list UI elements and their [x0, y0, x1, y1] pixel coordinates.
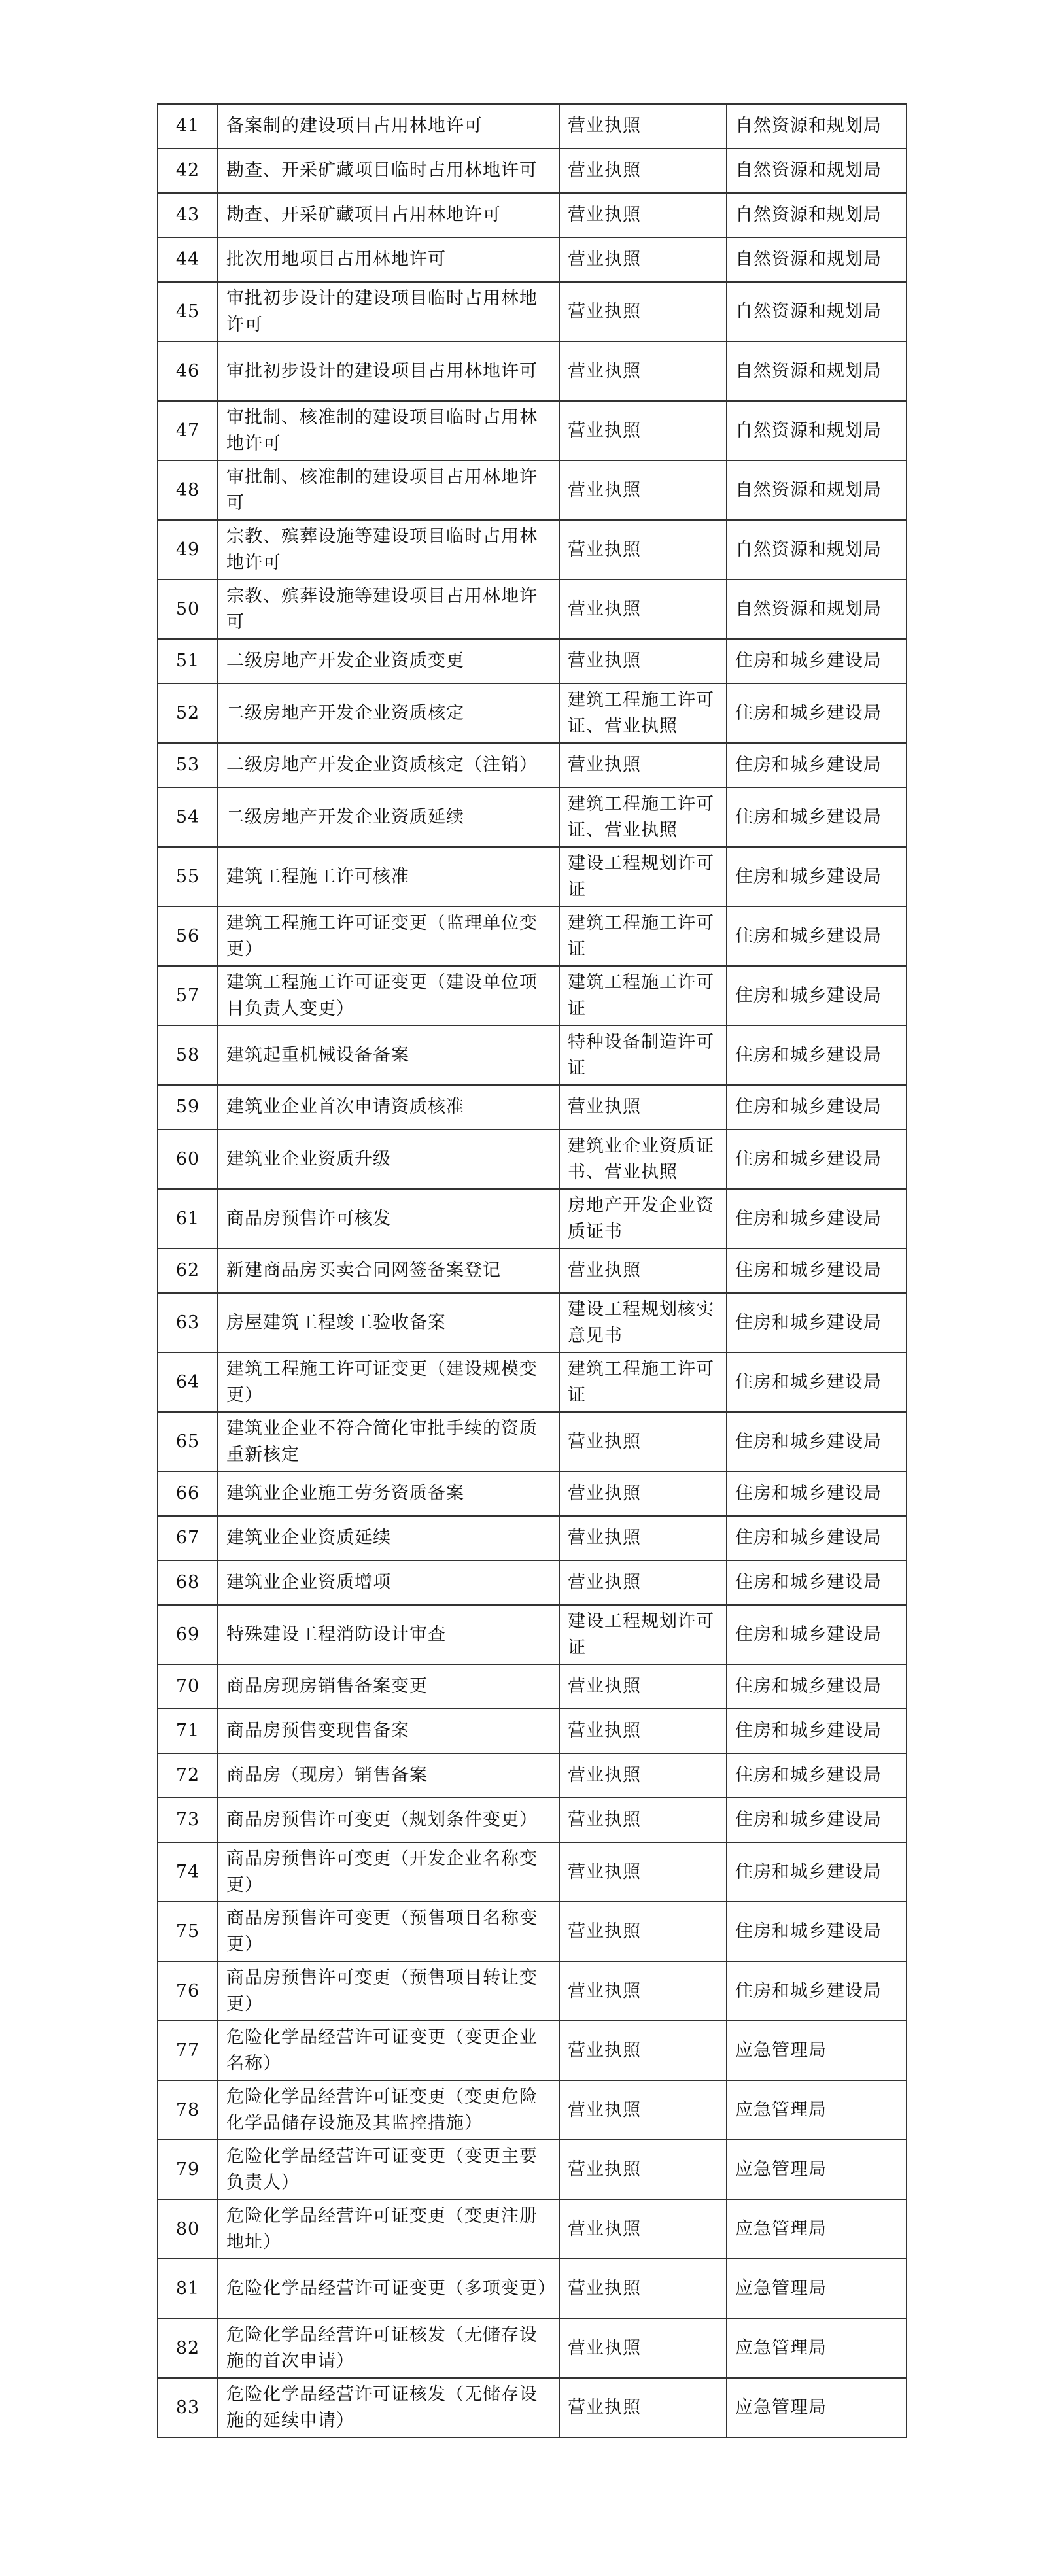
item-name-cell: 审批制、核准制的建设项目占用林地许可	[218, 460, 559, 520]
department-cell: 住房和城乡建设局	[727, 1293, 907, 1352]
row-number-cell: 82	[158, 2318, 218, 2378]
required-license-cell: 建筑工程施工许可证、营业执照	[559, 683, 727, 743]
department-cell: 自然资源和规划局	[727, 460, 907, 520]
department-cell: 住房和城乡建设局	[727, 1902, 907, 1961]
required-license-cell: 营业执照	[559, 282, 727, 341]
required-license-cell: 营业执照	[559, 341, 727, 401]
department-cell: 住房和城乡建设局	[727, 1516, 907, 1560]
row-number-cell: 47	[158, 401, 218, 460]
required-license-cell: 营业执照	[559, 1902, 727, 1961]
item-name-cell: 建筑起重机械设备备案	[218, 1025, 559, 1085]
item-name-cell: 勘查、开采矿藏项目临时占用林地许可	[218, 148, 559, 193]
department-cell: 应急管理局	[727, 2140, 907, 2199]
required-license-cell: 营业执照	[559, 148, 727, 193]
required-license-cell: 营业执照	[559, 193, 727, 237]
item-name-cell: 危险化学品经营许可证变更（变更主要负责人）	[218, 2140, 559, 2199]
department-cell: 住房和城乡建设局	[727, 1412, 907, 1471]
department-cell: 住房和城乡建设局	[727, 1085, 907, 1129]
item-name-cell: 建筑业企业施工劳务资质备案	[218, 1471, 559, 1516]
department-cell: 住房和城乡建设局	[727, 1471, 907, 1516]
department-cell: 住房和城乡建设局	[727, 1753, 907, 1798]
row-number-cell: 55	[158, 847, 218, 906]
table-row	[158, 1842, 907, 1902]
table-row	[158, 2378, 907, 2437]
table-row	[158, 2021, 907, 2080]
item-name-cell: 危险化学品经营许可证核发（无储存设施的延续申请）	[218, 2378, 559, 2437]
department-cell: 住房和城乡建设局	[727, 847, 907, 906]
table-row	[158, 1352, 907, 1412]
required-license-cell: 营业执照	[559, 104, 727, 148]
row-number-cell: 43	[158, 193, 218, 237]
row-number-cell: 58	[158, 1025, 218, 1085]
item-name-cell: 危险化学品经营许可证变更（变更企业名称）	[218, 2021, 559, 2080]
item-name-cell: 建筑工程施工许可证变更（建设规模变更）	[218, 1352, 559, 1412]
required-license-cell: 营业执照	[559, 1085, 727, 1129]
required-license-cell: 营业执照	[559, 2378, 727, 2437]
item-name-cell: 房屋建筑工程竣工验收备案	[218, 1293, 559, 1352]
row-number-cell: 54	[158, 787, 218, 847]
item-name-cell: 二级房地产开发企业资质变更	[218, 639, 559, 683]
table-row	[158, 906, 907, 966]
table-row	[158, 1753, 907, 1798]
department-cell: 住房和城乡建设局	[727, 966, 907, 1025]
department-cell: 应急管理局	[727, 2080, 907, 2140]
required-license-cell: 营业执照	[559, 1798, 727, 1842]
required-license-cell: 房地产开发企业资质证书	[559, 1189, 727, 1248]
table-row	[158, 2140, 907, 2199]
required-license-cell: 营业执照	[559, 2318, 727, 2378]
table-row	[158, 1605, 907, 1664]
table-row	[158, 282, 907, 341]
row-number-cell: 78	[158, 2080, 218, 2140]
table-row	[158, 1085, 907, 1129]
row-number-cell: 74	[158, 1842, 218, 1902]
row-number-cell: 63	[158, 1293, 218, 1352]
required-license-cell: 建筑工程施工许可证、营业执照	[559, 787, 727, 847]
department-cell: 住房和城乡建设局	[727, 639, 907, 683]
department-cell: 住房和城乡建设局	[727, 1961, 907, 2021]
row-number-cell: 83	[158, 2378, 218, 2437]
table-row	[158, 237, 907, 282]
table-row	[158, 2199, 907, 2259]
department-cell: 住房和城乡建设局	[727, 1189, 907, 1248]
table-row	[158, 1709, 907, 1753]
required-license-cell: 建筑工程施工许可证	[559, 906, 727, 966]
required-license-cell: 营业执照	[559, 2199, 727, 2259]
row-number-cell: 53	[158, 743, 218, 787]
department-cell: 自然资源和规划局	[727, 579, 907, 639]
item-name-cell: 建筑业企业资质升级	[218, 1129, 559, 1189]
department-cell: 自然资源和规划局	[727, 104, 907, 148]
row-number-cell: 76	[158, 1961, 218, 2021]
table-body	[158, 104, 907, 2437]
table-row	[158, 401, 907, 460]
table-row	[158, 1293, 907, 1352]
required-license-cell: 建设工程规划许可证	[559, 1605, 727, 1664]
item-name-cell: 危险化学品经营许可证变更（变更危险化学品储存设施及其监控措施）	[218, 2080, 559, 2140]
table-row	[158, 193, 907, 237]
row-number-cell: 67	[158, 1516, 218, 1560]
table-row	[158, 1516, 907, 1560]
row-number-cell: 45	[158, 282, 218, 341]
row-number-cell: 50	[158, 579, 218, 639]
required-license-cell: 建筑工程施工许可证	[559, 966, 727, 1025]
department-cell: 住房和城乡建设局	[727, 743, 907, 787]
required-license-cell: 营业执照	[559, 520, 727, 579]
table-row	[158, 2318, 907, 2378]
item-name-cell: 建筑业企业资质延续	[218, 1516, 559, 1560]
item-name-cell: 二级房地产开发企业资质核定	[218, 683, 559, 743]
department-cell: 住房和城乡建设局	[727, 1560, 907, 1605]
item-name-cell: 宗教、殡葬设施等建设项目临时占用林地许可	[218, 520, 559, 579]
required-license-cell: 营业执照	[559, 1709, 727, 1753]
required-license-cell: 营业执照	[559, 1248, 727, 1293]
department-cell: 自然资源和规划局	[727, 520, 907, 579]
department-cell: 住房和城乡建设局	[727, 683, 907, 743]
row-number-cell: 59	[158, 1085, 218, 1129]
row-number-cell: 79	[158, 2140, 218, 2199]
row-number-cell: 48	[158, 460, 218, 520]
required-license-cell: 营业执照	[559, 743, 727, 787]
required-license-cell: 营业执照	[559, 401, 727, 460]
required-license-cell: 特种设备制造许可证	[559, 1025, 727, 1085]
department-cell: 住房和城乡建设局	[727, 1842, 907, 1902]
item-name-cell: 建筑业企业资质增项	[218, 1560, 559, 1605]
department-cell: 住房和城乡建设局	[727, 787, 907, 847]
row-number-cell: 46	[158, 341, 218, 401]
item-name-cell: 商品房预售变现售备案	[218, 1709, 559, 1753]
department-cell: 应急管理局	[727, 2318, 907, 2378]
required-license-cell: 营业执照	[559, 639, 727, 683]
department-cell: 住房和城乡建设局	[727, 906, 907, 966]
required-license-cell: 营业执照	[559, 1961, 727, 2021]
item-name-cell: 商品房现房销售备案变更	[218, 1664, 559, 1709]
row-number-cell: 73	[158, 1798, 218, 1842]
required-license-cell: 营业执照	[559, 460, 727, 520]
table-row	[158, 1902, 907, 1961]
table-row	[158, 683, 907, 743]
required-license-cell: 营业执照	[559, 1842, 727, 1902]
row-number-cell: 60	[158, 1129, 218, 1189]
required-license-cell: 营业执照	[559, 1516, 727, 1560]
table-row	[158, 579, 907, 639]
row-number-cell: 42	[158, 148, 218, 193]
table-row	[158, 1471, 907, 1516]
required-license-cell: 营业执照	[559, 2259, 727, 2318]
row-number-cell: 69	[158, 1605, 218, 1664]
department-cell: 自然资源和规划局	[727, 401, 907, 460]
required-license-cell: 营业执照	[559, 1412, 727, 1471]
required-license-cell: 营业执照	[559, 2140, 727, 2199]
license-list-table	[157, 103, 907, 2438]
table-row	[158, 1560, 907, 1605]
row-number-cell: 80	[158, 2199, 218, 2259]
item-name-cell: 特殊建设工程消防设计审查	[218, 1605, 559, 1664]
row-number-cell: 77	[158, 2021, 218, 2080]
item-name-cell: 备案制的建设项目占用林地许可	[218, 104, 559, 148]
row-number-cell: 61	[158, 1189, 218, 1248]
row-number-cell: 57	[158, 966, 218, 1025]
department-cell: 自然资源和规划局	[727, 237, 907, 282]
row-number-cell: 66	[158, 1471, 218, 1516]
row-number-cell: 65	[158, 1412, 218, 1471]
required-license-cell: 营业执照	[559, 1560, 727, 1605]
table-row	[158, 341, 907, 401]
table-row	[158, 1189, 907, 1248]
table-row	[158, 2259, 907, 2318]
department-cell: 住房和城乡建设局	[727, 1664, 907, 1709]
required-license-cell: 营业执照	[559, 2021, 727, 2080]
required-license-cell: 建筑工程施工许可证	[559, 1352, 727, 1412]
department-cell: 住房和城乡建设局	[727, 1248, 907, 1293]
department-cell: 应急管理局	[727, 2378, 907, 2437]
table-row	[158, 2080, 907, 2140]
table-row	[158, 1025, 907, 1085]
row-number-cell: 81	[158, 2259, 218, 2318]
item-name-cell: 商品房预售许可变更（预售项目名称变更）	[218, 1902, 559, 1961]
required-license-cell: 营业执照	[559, 1753, 727, 1798]
required-license-cell: 建设工程规划核实意见书	[559, 1293, 727, 1352]
required-license-cell: 营业执照	[559, 237, 727, 282]
table-row	[158, 743, 907, 787]
department-cell: 自然资源和规划局	[727, 193, 907, 237]
item-name-cell: 批次用地项目占用林地许可	[218, 237, 559, 282]
item-name-cell: 商品房（现房）销售备案	[218, 1753, 559, 1798]
department-cell: 自然资源和规划局	[727, 148, 907, 193]
department-cell: 应急管理局	[727, 2021, 907, 2080]
required-license-cell: 营业执照	[559, 1664, 727, 1709]
item-name-cell: 审批初步设计的建设项目占用林地许可	[218, 341, 559, 401]
row-number-cell: 68	[158, 1560, 218, 1605]
row-number-cell: 44	[158, 237, 218, 282]
table-row	[158, 460, 907, 520]
table-row	[158, 148, 907, 193]
table-row	[158, 639, 907, 683]
item-name-cell: 建筑业企业不符合简化审批手续的资质重新核定	[218, 1412, 559, 1471]
row-number-cell: 51	[158, 639, 218, 683]
required-license-cell: 营业执照	[559, 1471, 727, 1516]
required-license-cell: 营业执照	[559, 2080, 727, 2140]
table-row	[158, 104, 907, 148]
table-row	[158, 1129, 907, 1189]
table-row	[158, 520, 907, 579]
item-name-cell: 二级房地产开发企业资质延续	[218, 787, 559, 847]
table-row	[158, 1961, 907, 2021]
row-number-cell: 52	[158, 683, 218, 743]
table-row	[158, 966, 907, 1025]
row-number-cell: 62	[158, 1248, 218, 1293]
required-license-cell: 营业执照	[559, 579, 727, 639]
item-name-cell: 二级房地产开发企业资质核定（注销）	[218, 743, 559, 787]
table-row	[158, 787, 907, 847]
department-cell: 自然资源和规划局	[727, 341, 907, 401]
department-cell: 住房和城乡建设局	[727, 1709, 907, 1753]
item-name-cell: 建筑业企业首次申请资质核准	[218, 1085, 559, 1129]
item-name-cell: 宗教、殡葬设施等建设项目占用林地许可	[218, 579, 559, 639]
item-name-cell: 商品房预售许可变更（预售项目转让变更）	[218, 1961, 559, 2021]
item-name-cell: 建筑工程施工许可证变更（监理单位变更）	[218, 906, 559, 966]
table-row	[158, 847, 907, 906]
row-number-cell: 72	[158, 1753, 218, 1798]
required-license-cell: 建筑业企业资质证书、营业执照	[559, 1129, 727, 1189]
row-number-cell: 75	[158, 1902, 218, 1961]
item-name-cell: 审批制、核准制的建设项目临时占用林地许可	[218, 401, 559, 460]
department-cell: 住房和城乡建设局	[727, 1798, 907, 1842]
department-cell: 自然资源和规划局	[727, 282, 907, 341]
department-cell: 住房和城乡建设局	[727, 1025, 907, 1085]
item-name-cell: 危险化学品经营许可证核发（无储存设施的首次申请）	[218, 2318, 559, 2378]
item-name-cell: 勘查、开采矿藏项目占用林地许可	[218, 193, 559, 237]
department-cell: 应急管理局	[727, 2199, 907, 2259]
item-name-cell: 商品房预售许可变更（开发企业名称变更）	[218, 1842, 559, 1902]
item-name-cell: 危险化学品经营许可证变更（多项变更）	[218, 2259, 559, 2318]
row-number-cell: 41	[158, 104, 218, 148]
row-number-cell: 71	[158, 1709, 218, 1753]
department-cell: 住房和城乡建设局	[727, 1352, 907, 1412]
row-number-cell: 64	[158, 1352, 218, 1412]
table-row	[158, 1798, 907, 1842]
row-number-cell: 49	[158, 520, 218, 579]
item-name-cell: 危险化学品经营许可证变更（变更注册地址）	[218, 2199, 559, 2259]
required-license-cell: 建设工程规划许可证	[559, 847, 727, 906]
item-name-cell: 建筑工程施工许可核准	[218, 847, 559, 906]
table-row	[158, 1412, 907, 1471]
department-cell: 住房和城乡建设局	[727, 1605, 907, 1664]
department-cell: 应急管理局	[727, 2259, 907, 2318]
row-number-cell: 56	[158, 906, 218, 966]
item-name-cell: 商品房预售许可变更（规划条件变更）	[218, 1798, 559, 1842]
item-name-cell: 审批初步设计的建设项目临时占用林地许可	[218, 282, 559, 341]
table-row	[158, 1248, 907, 1293]
item-name-cell: 商品房预售许可核发	[218, 1189, 559, 1248]
department-cell: 住房和城乡建设局	[727, 1129, 907, 1189]
row-number-cell: 70	[158, 1664, 218, 1709]
item-name-cell: 建筑工程施工许可证变更（建设单位项目负责人变更）	[218, 966, 559, 1025]
table-row	[158, 1664, 907, 1709]
item-name-cell: 新建商品房买卖合同网签备案登记	[218, 1248, 559, 1293]
